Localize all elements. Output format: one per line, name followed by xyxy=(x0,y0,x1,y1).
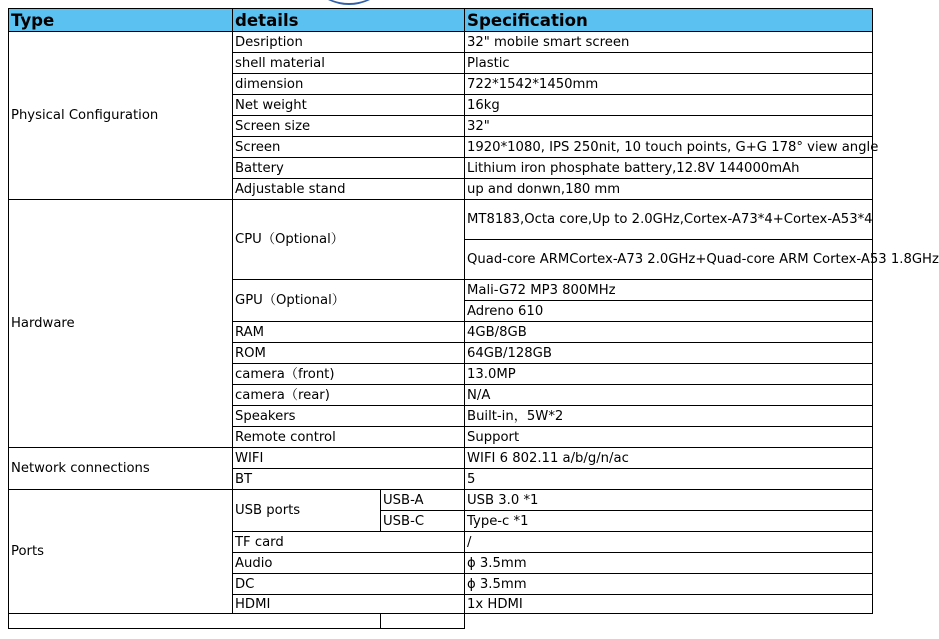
detail-cell: camera（front) xyxy=(233,364,465,385)
specification-table xyxy=(8,8,939,629)
detail-cell: WIFI xyxy=(233,448,465,469)
spec-cell: 4GB/8GB xyxy=(465,322,873,343)
spec-cell xyxy=(381,614,465,629)
spec-cell: 16kg xyxy=(465,95,873,116)
spec-cell: 13.0MP xyxy=(465,364,873,385)
header-row xyxy=(9,9,873,32)
detail-cell: dimension xyxy=(233,74,465,95)
table-row xyxy=(9,32,873,53)
detail-cell-usb: USB ports xyxy=(233,490,381,532)
detail-cell: Speakers xyxy=(233,406,465,427)
spec-cell: 32" mobile smart screen xyxy=(465,32,873,53)
header-specification: Specification xyxy=(465,9,873,32)
spec-cell: 722*1542*1450mm xyxy=(465,74,873,95)
detail-cell: Adjustable stand xyxy=(233,179,465,200)
table-row xyxy=(9,614,873,629)
header-details: details xyxy=(233,9,465,32)
spec-cell: ɸ 3.5mm xyxy=(465,574,873,595)
spec-cell: up and donwn,180 mm xyxy=(465,179,873,200)
detail-cell: Screen size xyxy=(233,116,465,137)
header-logo-fragment xyxy=(326,0,372,8)
spec-cell: / xyxy=(465,532,873,553)
category-network: Network connections xyxy=(9,448,233,490)
detail-cell-cpu: CPU（Optional） xyxy=(233,200,465,280)
spec-cell: Mali-G72 MP3 800MHz xyxy=(465,280,873,301)
detail-cell: TF card xyxy=(233,532,465,553)
detail-cell-gpu: GPU（Optional） xyxy=(233,280,465,322)
spec-cell: Support xyxy=(465,427,873,448)
spec-cell: MT8183,Octa core,Up to 2.0GHz,Cortex-A73*4+Cortex-A53*4 xyxy=(465,200,873,240)
spec-cell: 1x HDMI xyxy=(465,595,873,614)
detail-cell: Remote control xyxy=(233,427,465,448)
detail-cell: Screen xyxy=(233,137,465,158)
detail-cell xyxy=(9,614,381,629)
spec-cell: Quad-core ARMCortex-A73 2.0GHz+Quad-core ARM Cortex-A53 1.8GHz xyxy=(465,240,873,280)
sub-detail-cell: USB-A xyxy=(381,490,465,511)
spec-cell: WIFI 6 802.11 a/b/g/n/ac xyxy=(465,448,873,469)
detail-cell: Net weight xyxy=(233,95,465,116)
table-row xyxy=(9,490,873,511)
category-hardware: Hardware xyxy=(9,200,233,448)
sub-detail-cell: USB-C xyxy=(381,511,465,532)
spec-cell: N/A xyxy=(465,385,873,406)
spec-cell: 32" xyxy=(465,116,873,137)
detail-cell: Battery xyxy=(233,158,465,179)
detail-cell: RAM xyxy=(233,322,465,343)
detail-cell: Audio xyxy=(233,553,465,574)
spec-cell: Built-in，5W*2 xyxy=(465,406,873,427)
detail-cell: shell material xyxy=(233,53,465,74)
spec-cell: USB 3.0 *1 xyxy=(465,490,873,511)
detail-cell: ROM xyxy=(233,343,465,364)
detail-cell: camera（rear) xyxy=(233,385,465,406)
detail-cell: DC xyxy=(233,574,465,595)
category-physical: Physical Configuration xyxy=(9,32,233,200)
table-row xyxy=(9,200,873,240)
header-type: Type xyxy=(9,9,233,32)
category-ports: Ports xyxy=(9,490,233,614)
detail-cell: Desription xyxy=(233,32,465,53)
spec-cell: Adreno 610 xyxy=(465,301,873,322)
spec-cell: 1920*1080, IPS 250nit, 10 touch points, G+G 178° view angle xyxy=(465,137,873,158)
table-row xyxy=(9,448,873,469)
spec-cell: ɸ 3.5mm xyxy=(465,553,873,574)
spec-cell: Lithium iron phosphate battery,12.8V 144000mAh xyxy=(465,158,873,179)
spec-cell: Type-c *1 xyxy=(465,511,873,532)
detail-cell: HDMI xyxy=(233,595,465,614)
detail-cell: BT xyxy=(233,469,465,490)
spec-cell: Plastic xyxy=(465,53,873,74)
spec-cell: 64GB/128GB xyxy=(465,343,873,364)
spec-cell: 5 xyxy=(465,469,873,490)
